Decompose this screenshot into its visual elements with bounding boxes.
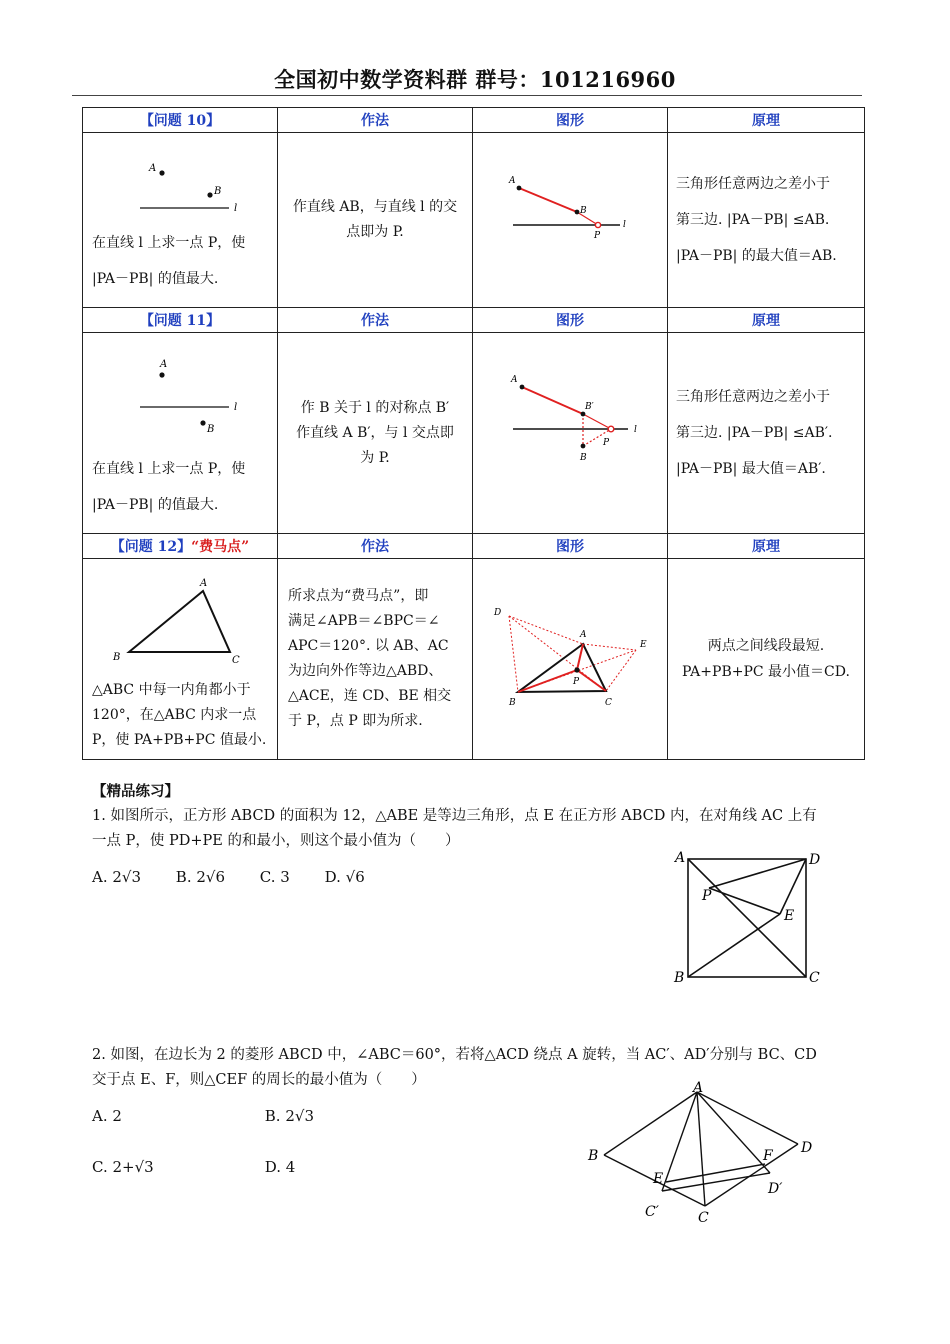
header-rule (72, 95, 862, 96)
option-b: B. 2√3 (264, 1107, 314, 1125)
problem-11-solution-figure (473, 333, 668, 529)
question-1 (92, 804, 860, 854)
given-text (92, 678, 271, 753)
label-p: P (603, 438, 610, 448)
given-line: △ABC 中每一内角都小于 (92, 682, 251, 698)
method-line: 为边向外作等边△ABD、 (288, 663, 443, 679)
label-c: C (809, 970, 820, 986)
principle-line: |PA－PB| 最大值＝AB′. (676, 461, 826, 477)
method-text (278, 584, 472, 734)
header-row-11 (83, 308, 865, 333)
given-line: P，使 PA+PB+PC 值最小. (92, 732, 267, 748)
method-line: 所求点为“费马点”，即 (288, 588, 429, 604)
label-a: A (580, 630, 587, 640)
label-b: B (509, 698, 516, 708)
header-row-12 (83, 534, 865, 559)
method-line: △ACE，连 CD、BE 相交 (288, 688, 452, 704)
question-1-options (92, 868, 395, 886)
col-method: 作法 (278, 308, 473, 333)
label-f: F (763, 1148, 773, 1164)
label-l: l (634, 425, 637, 435)
problem-11-given (83, 333, 278, 534)
problem-12-solution-figure (473, 559, 668, 755)
given-formula: |PA－PB| 的值最大. (92, 497, 219, 513)
label-e: E (640, 640, 647, 650)
label-b: B (113, 652, 121, 663)
label-c: C (232, 655, 240, 666)
question-2-figure (580, 1078, 820, 1222)
label-a: A (693, 1080, 704, 1096)
label-b-prime: B′ (585, 402, 594, 412)
practice-heading: 【精品练习】 (92, 783, 179, 800)
col-method: 作法 (278, 108, 473, 133)
question-1-figure (662, 848, 832, 990)
principle-line: 两点之间线段最短. (707, 638, 825, 654)
label-a: A (149, 163, 157, 174)
problem-12-title-text: 【问题 12】 (110, 539, 192, 555)
problem-10-title: 【问题 10】 (83, 108, 278, 133)
principle-line: 三角形任意两边之差小于 (676, 176, 830, 192)
label-d: D (494, 608, 502, 618)
problem-12-method (278, 559, 473, 760)
label-b: B (674, 970, 685, 986)
method-line: 作直线 A B′，与 l 交点即 (296, 424, 454, 441)
method-line: APC＝120°. 以 AB、AC (288, 638, 449, 654)
option-d: D. √6 (324, 868, 365, 886)
option-d: D. 4 (264, 1158, 296, 1176)
problem-12-figure (473, 559, 668, 760)
method-line: 满足∠APB＝∠BPC＝∠ (288, 613, 440, 629)
col-principle: 原理 (668, 308, 865, 333)
header-row-10 (83, 108, 865, 133)
col-figure: 图形 (473, 308, 668, 333)
principle-line: 三角形任意两边之差小于 (676, 389, 830, 405)
given-text (92, 225, 271, 297)
label-d-prime: D′ (768, 1181, 783, 1197)
content-row-12 (83, 559, 865, 760)
question-2-options-row-1 (92, 1107, 344, 1125)
question-1-line: 一点 P，使 PD+PE 的和最小，则这个最小值为（ ） (92, 833, 460, 849)
col-principle: 原理 (668, 108, 865, 133)
problem-10-given (83, 133, 278, 308)
question-2-line: 交于点 E、F，则△CEF 的周长的最小值为（ ） (92, 1072, 426, 1088)
given-line: 120°，在△ABC 内求一点 (92, 707, 257, 723)
problem-11-setup-figure (83, 335, 278, 455)
label-d: D (809, 852, 821, 868)
methods-table (82, 107, 865, 760)
col-figure: 图形 (473, 534, 668, 559)
principle-line: 第三边. |PA－PB| ≤AB. (676, 212, 830, 228)
problem-12-principle (668, 559, 865, 760)
given-text (92, 451, 271, 523)
question-2-options-row-2 (92, 1158, 325, 1176)
problem-11-title: 【问题 11】 (83, 308, 278, 333)
label-p: P (702, 888, 712, 904)
label-l: l (234, 203, 238, 214)
principle-text (668, 633, 864, 685)
option-a: A. 2 (92, 1107, 122, 1125)
label-p: P (594, 231, 601, 241)
problem-12-title-quote: “费马点” (191, 539, 250, 555)
question-2-line: 2. 如图，在边长为 2 的菱形 ABCD 中，∠ABC＝60°，若将△ACD 绕点 A 旋转，当 AC′、AD′分别与 BC、CD (92, 1047, 817, 1063)
principle-text (668, 166, 864, 274)
given-formula: |PA－PB| 的值最大. (92, 271, 219, 287)
method-line: 于 P，点 P 即为所求. (288, 713, 423, 729)
label-c: C (698, 1210, 709, 1222)
label-a: A (509, 176, 516, 186)
problem-12-setup-figure (83, 561, 278, 671)
problem-10-method (278, 133, 473, 308)
problem-10-solution-figure (473, 133, 668, 303)
problem-10-principle (668, 133, 865, 308)
problem-11-principle (668, 333, 865, 534)
principle-line: 第三边. |PA－PB| ≤AB′. (676, 425, 833, 441)
label-b: B (588, 1148, 599, 1164)
label-l: l (234, 402, 238, 413)
problem-10-figure (473, 133, 668, 308)
label-c-prime: C′ (645, 1204, 659, 1220)
problem-12-title (83, 534, 278, 559)
problem-11-method (278, 333, 473, 534)
content-row-10 (83, 133, 865, 308)
given-line: 在直线 l 上求一点 P，使 (92, 461, 246, 477)
label-a: A (675, 850, 686, 866)
principle-text (668, 379, 864, 487)
method-line: 为 P. (360, 449, 390, 466)
page-header: 全国初中数学资料群 群号：101216960 (274, 67, 676, 92)
content-row-11 (83, 333, 865, 534)
col-principle: 原理 (668, 534, 865, 559)
label-b: B (214, 186, 222, 197)
label-a: A (160, 359, 168, 370)
method-text: 作直线 AB，与直线 l 的交点即为 P. (292, 199, 458, 240)
label-a: A (511, 375, 518, 385)
label-e: E (653, 1171, 664, 1187)
label-b: B (580, 453, 587, 463)
problem-11-figure (473, 333, 668, 534)
col-method: 作法 (278, 534, 473, 559)
problem-12-given (83, 559, 278, 760)
label-e: E (784, 908, 795, 924)
question-1-line: 1. 如图所示，正方形 ABCD 的面积为 12，△ABE 是等边三角形，点 E 在正方形 ABCD 内，在对角线 AC 上有 (92, 808, 817, 824)
label-a: A (200, 578, 208, 589)
label-p: P (573, 677, 580, 687)
option-a: A. 2√3 (92, 868, 142, 886)
label-b: B (580, 206, 587, 216)
method-line: 作 B 关于 l 的对称点 B′ (300, 399, 450, 416)
label-b: B (207, 424, 215, 435)
method-text (278, 396, 472, 471)
option-c: C. 2+√3 (92, 1158, 154, 1176)
label-l: l (623, 220, 626, 230)
col-figure: 图形 (473, 108, 668, 133)
label-c: C (605, 698, 612, 708)
given-line: 在直线 l 上求一点 P，使 (92, 235, 246, 251)
principle-line: |PA－PB| 的最大值＝AB. (676, 248, 837, 264)
option-c: C. 3 (259, 868, 290, 886)
principle-line: PA+PB+PC 最小值＝CD. (682, 664, 850, 680)
option-b: B. 2√6 (175, 868, 226, 886)
label-d: D (801, 1140, 813, 1156)
